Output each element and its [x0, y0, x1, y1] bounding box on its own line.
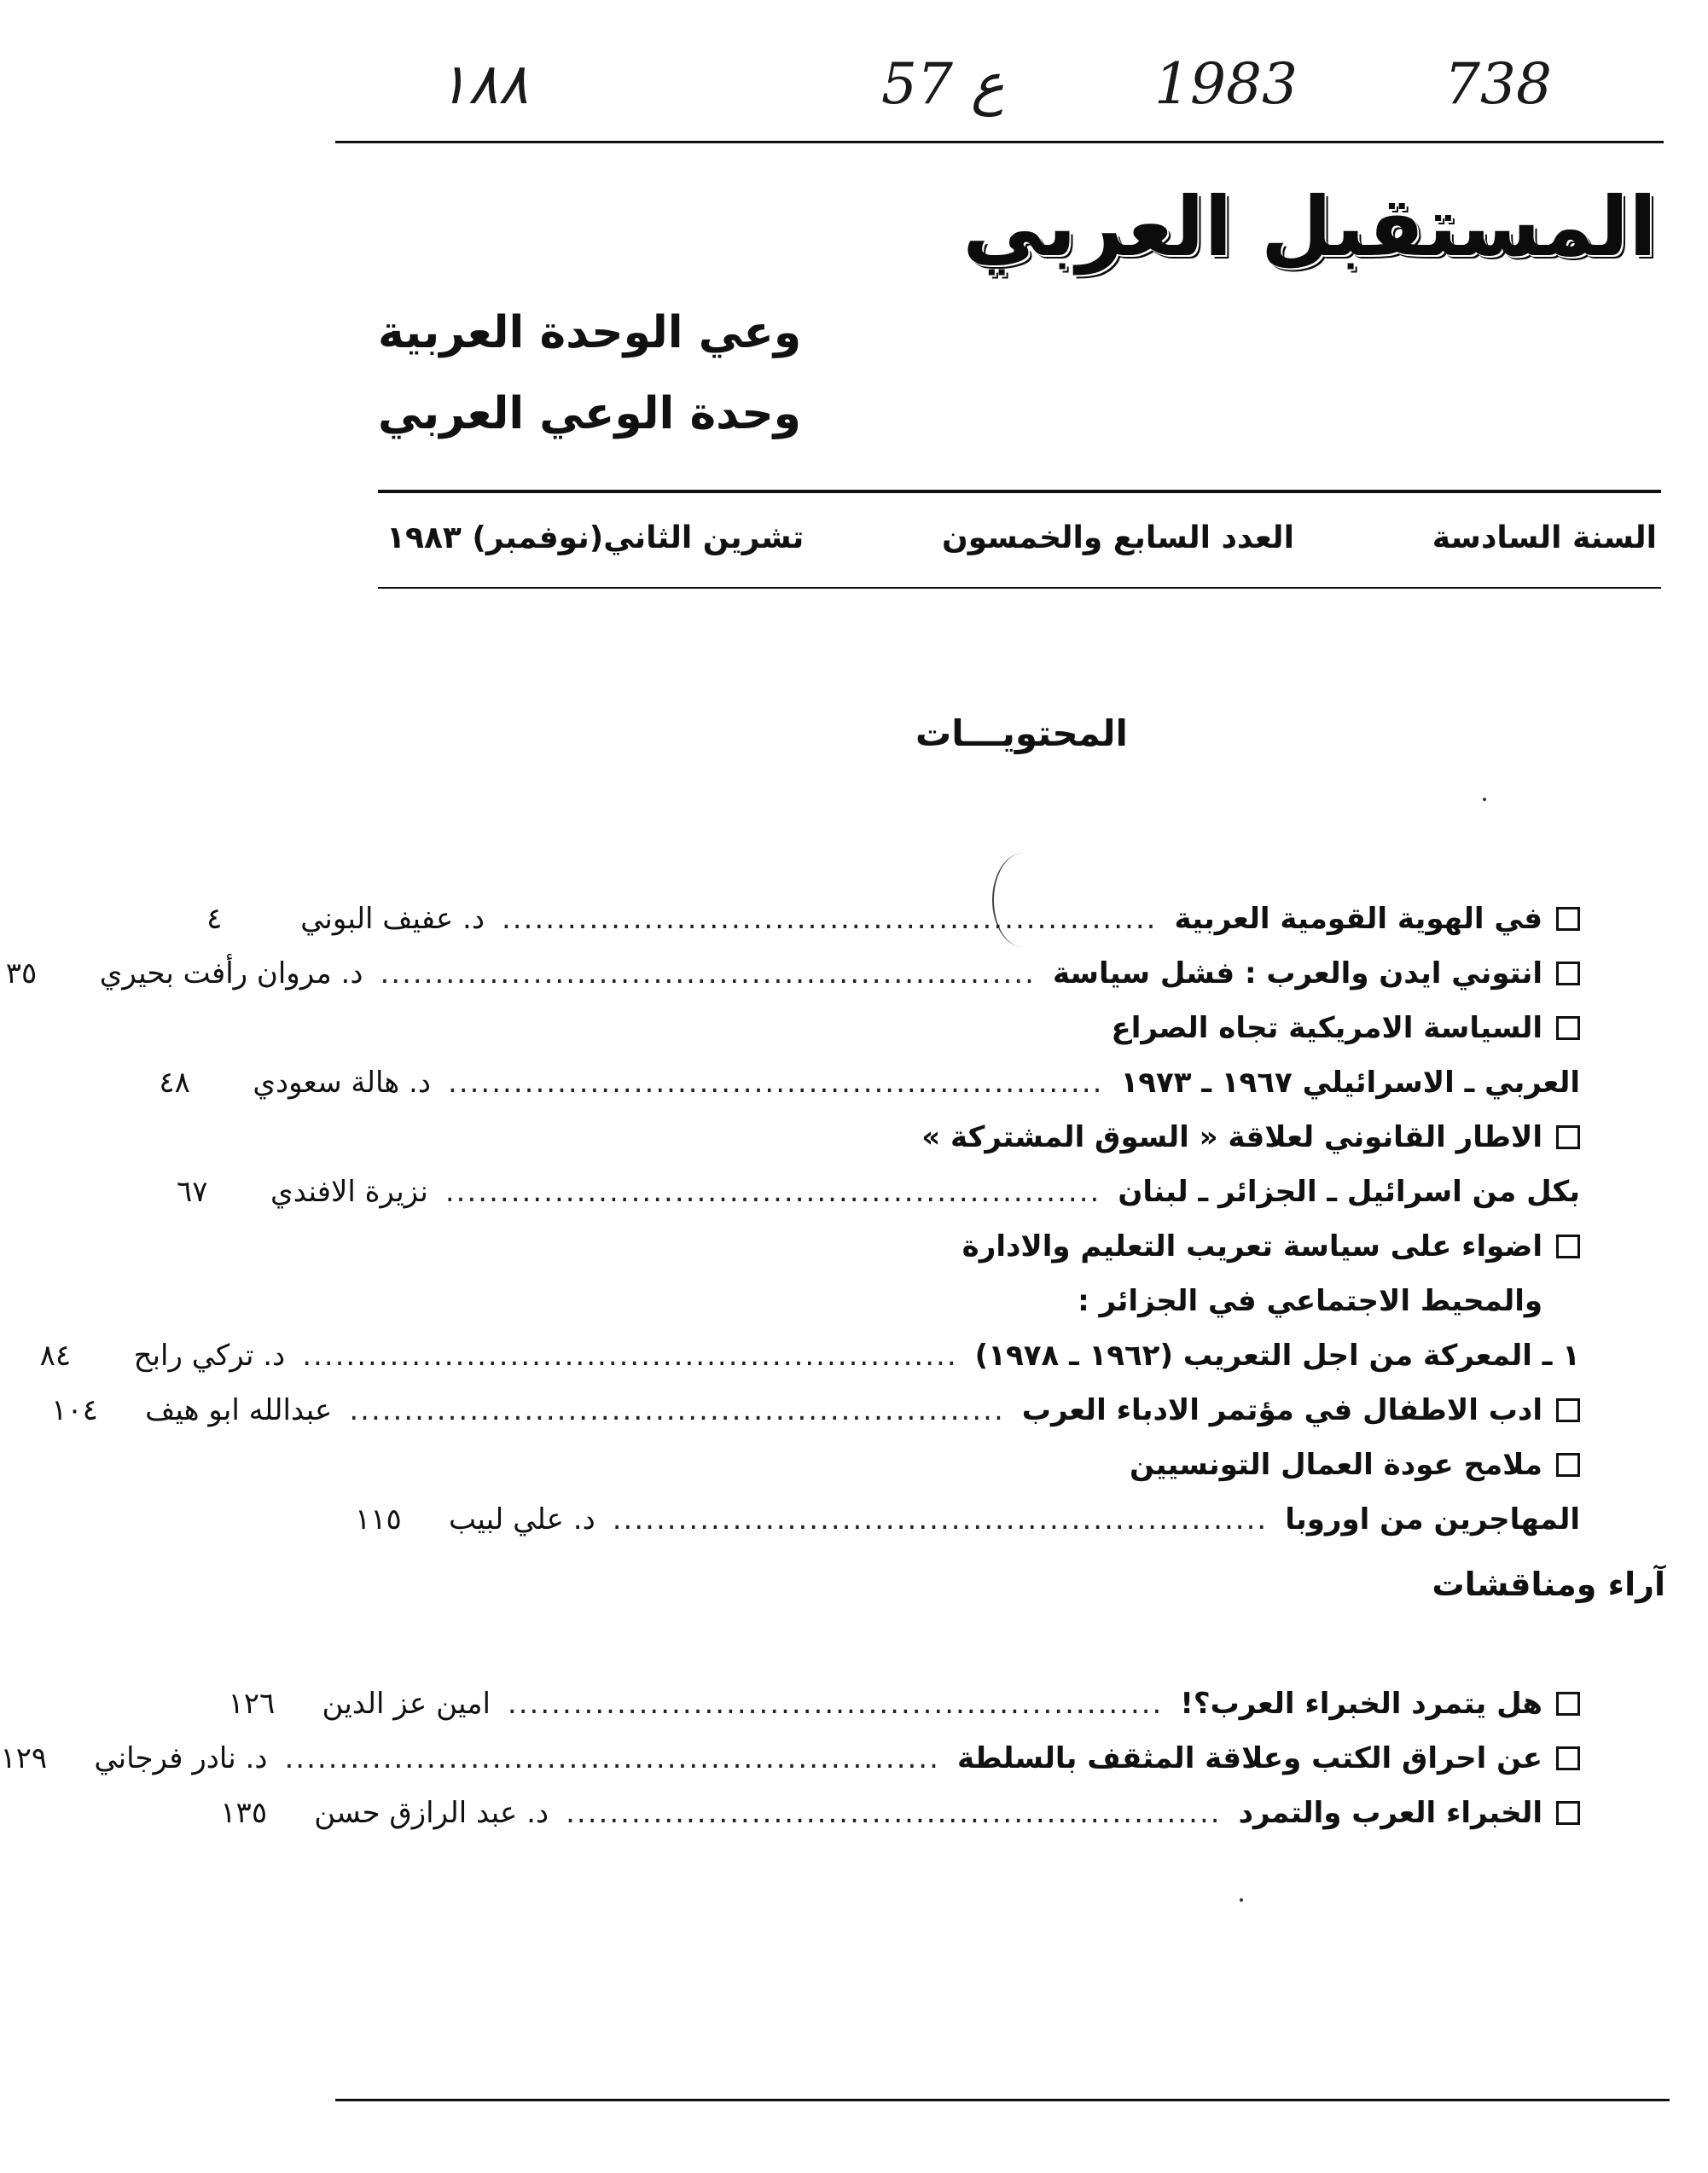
toc-entry-title: المهاجرين من اوروبا	[1285, 1502, 1580, 1537]
toc-entry-title: ادب الاطفال في مؤتمر الادباء العرب	[1021, 1393, 1542, 1427]
headline-line-2: وحدة الوعي العربي	[378, 388, 802, 439]
toc-entry	[220, 1786, 1580, 1840]
scan-speck	[1483, 798, 1486, 801]
toc-entry	[206, 892, 1580, 946]
issue-top-rule	[378, 490, 1661, 493]
toc-entry-page: ١٠٤	[51, 1393, 98, 1427]
toc-entry-title: الخبراء العرب والتمرد	[1238, 1796, 1542, 1830]
toc-entry-author: نزيرة الافندي	[270, 1175, 428, 1209]
checkbox-square-icon	[1556, 1801, 1580, 1825]
toc-entry-author: د. عفيف البوني	[300, 902, 485, 936]
scan-speck	[1240, 1898, 1243, 1902]
leader-dots: ............................................................	[444, 1175, 1101, 1209]
toc-entry	[177, 1165, 1580, 1219]
leader-dots: ............................................................	[302, 1339, 958, 1373]
table-of-contents	[5, 892, 1580, 1547]
leader-dots: ............................................................	[448, 1066, 1104, 1100]
toc-entry-page: ٨٤	[39, 1339, 72, 1373]
toc-entry-title: اضواء على سياسة تعريب التعليم والادارة	[961, 1229, 1542, 1264]
toc-entry	[228, 1676, 1580, 1731]
toc-entry-page: ١٣٥	[220, 1796, 268, 1830]
toc-entry-author: د. عبد الرازق حسن	[314, 1796, 549, 1830]
toc-entry	[395, 1438, 1580, 1492]
toc-entry-page: ١١٥	[355, 1502, 402, 1537]
toc-entry-page: ١٢٩	[0, 1741, 48, 1775]
leader-dots: ............................................................	[502, 902, 1158, 936]
toc-entry-title: انتوني ايدن والعرب : فشل سياسة	[1052, 956, 1542, 991]
checkbox-square-icon	[1556, 1746, 1580, 1770]
toc-entry-title: عن احراق الكتب وعلاقة المثقف بالسلطة	[956, 1741, 1542, 1775]
opinions-contents	[0, 1676, 1580, 1840]
headline-line-1: وعي الوحدة العربية	[378, 307, 802, 358]
toc-entry	[159, 1055, 1580, 1110]
toc-entry-author: امين عز الدين	[322, 1687, 491, 1721]
toc-entry-title: في الهوية القومية العربية	[1174, 902, 1542, 936]
toc-entry-title: والمحيط الاجتماعي في الجزائر :	[1078, 1284, 1542, 1318]
toc-entry	[395, 1110, 1580, 1165]
toc-entry-author: د. علي لبيب	[449, 1502, 595, 1537]
leader-dots: ............................................................	[612, 1502, 1269, 1537]
issue-date: تشرين الثاني(نوفمبر) ١٩٨٣	[386, 520, 805, 555]
handwritten-note-4: 738	[1444, 51, 1552, 117]
toc-entry	[5, 946, 1580, 1001]
bottom-rule	[335, 2099, 1670, 2101]
checkbox-square-icon	[1556, 1453, 1580, 1477]
checkbox-square-icon	[1556, 1125, 1580, 1149]
contents-title: المحتويـــات	[915, 712, 1128, 754]
leader-dots: ............................................................	[349, 1393, 1005, 1427]
toc-entry-author: د. نادر فرجاني	[94, 1741, 268, 1775]
checkbox-square-icon	[1556, 1692, 1580, 1716]
toc-entry	[395, 1001, 1580, 1055]
handwritten-note-1: ١٨٨	[438, 51, 529, 117]
leader-dots: ............................................................	[507, 1687, 1164, 1721]
toc-entry	[355, 1492, 1580, 1547]
checkbox-square-icon	[1556, 1016, 1580, 1040]
toc-entry-title: ١ ـ المعركة من اجل التعريب (١٩٦٢ ـ ١٩٧٨)	[974, 1339, 1580, 1373]
issue-bottom-rule	[378, 587, 1661, 589]
checkbox-square-icon	[1556, 1235, 1580, 1258]
toc-entry-title: الاطار القانوني لعلاقة « السوق المشتركة »	[921, 1120, 1542, 1154]
toc-entry-page: ٣٥	[5, 956, 38, 991]
leader-dots: ............................................................	[566, 1796, 1222, 1830]
toc-entry-title: ملامح عودة العمال التونسيين	[1129, 1448, 1542, 1482]
checkbox-square-icon	[1556, 907, 1580, 931]
toc-entry	[395, 1274, 1580, 1328]
toc-entry-author: د. هالة سعودي	[253, 1066, 431, 1100]
leader-dots: ............................................................	[284, 1741, 940, 1775]
toc-entry-author: د. تركي رابح	[133, 1339, 286, 1373]
magazine-logo: المستقبل العربي	[962, 179, 1657, 275]
checkbox-square-icon	[1556, 962, 1580, 985]
toc-entry-title: بكل من اسرائيل ـ الجزائر ـ لبنان	[1118, 1175, 1580, 1209]
toc-entry-page: ١٢٦	[228, 1687, 276, 1721]
issue-number: العدد السابع والخمسون	[942, 520, 1294, 555]
toc-entry-title: هل يتمرد الخبراء العرب؟!	[1180, 1687, 1542, 1721]
toc-entry	[39, 1328, 1580, 1383]
leader-dots: ............................................................	[380, 956, 1036, 991]
handwritten-note-2: 57 ع	[881, 51, 1005, 117]
toc-entry-page: ٤٨	[159, 1066, 190, 1100]
toc-entry	[395, 1219, 1580, 1274]
toc-entry-page: ٤	[206, 902, 223, 936]
toc-entry	[51, 1383, 1580, 1438]
toc-entry-author: د. مروان رأفت بحيري	[99, 956, 363, 991]
toc-entry	[0, 1731, 1580, 1786]
toc-entry-title: العربي ـ الاسرائيلي ١٩٦٧ ـ ١٩٧٣	[1120, 1066, 1580, 1100]
toc-entry-author: عبدالله ابو هيف	[145, 1393, 333, 1427]
issue-info-bar	[386, 512, 1657, 563]
top-rule	[335, 141, 1664, 143]
toc-entry-title: السياسة الامريكية تجاه الصراع	[1111, 1011, 1542, 1045]
toc-entry-page: ٦٧	[177, 1175, 208, 1209]
section-title-opinions: آراء ومناقشات	[1432, 1566, 1665, 1603]
issue-year: السنة السادسة	[1432, 520, 1657, 555]
checkbox-square-icon	[1556, 1398, 1580, 1422]
handwritten-note-3: 1983	[1154, 51, 1298, 117]
